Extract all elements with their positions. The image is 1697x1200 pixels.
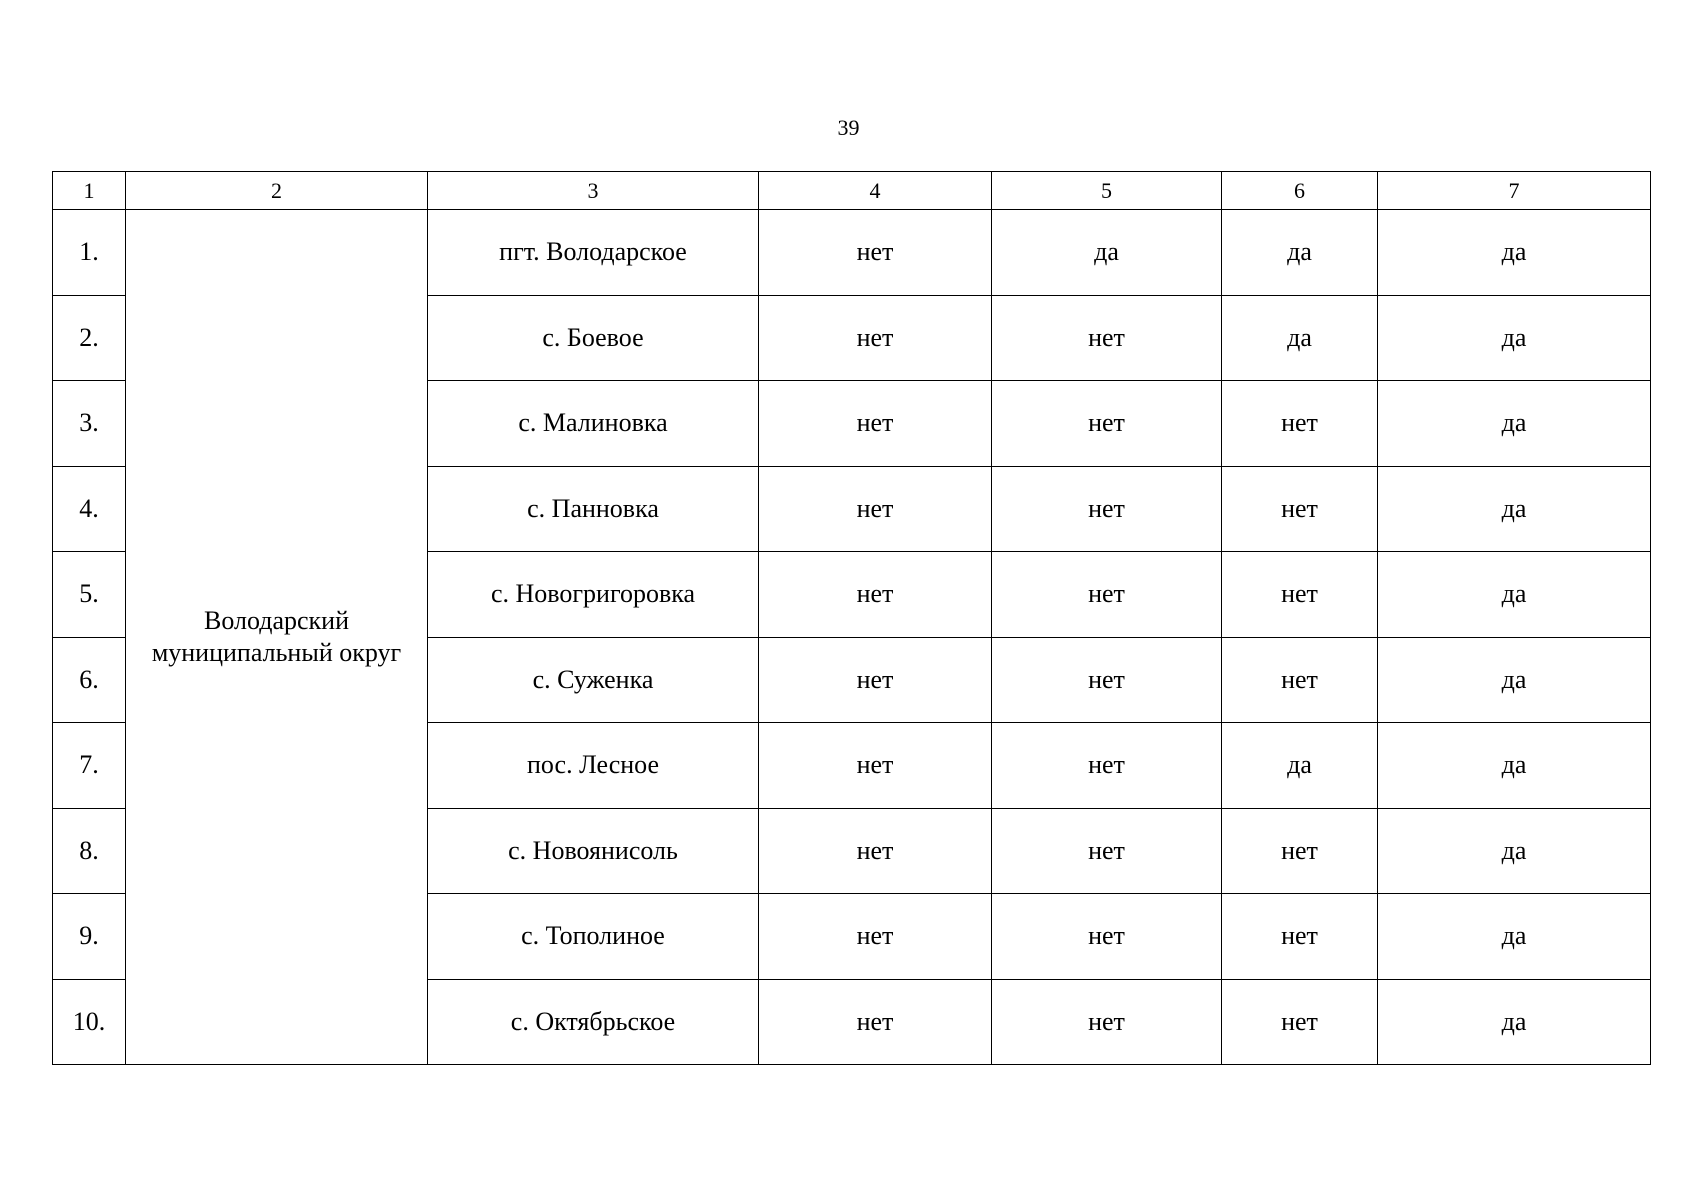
row-number: 10.: [53, 979, 126, 1065]
column-header-4: 4: [759, 172, 992, 210]
value-col-4: нет: [759, 210, 992, 296]
value-col-5: нет: [992, 723, 1222, 809]
value-col-7: да: [1378, 894, 1651, 980]
value-col-7: да: [1378, 979, 1651, 1065]
value-col-5: нет: [992, 295, 1222, 381]
column-header-1: 1: [53, 172, 126, 210]
locality-name: с. Октябрьское: [428, 979, 759, 1065]
value-col-7: да: [1378, 637, 1651, 723]
row-number: 4.: [53, 466, 126, 552]
column-header-2: 2: [126, 172, 428, 210]
value-col-5: нет: [992, 552, 1222, 638]
value-col-4: нет: [759, 552, 992, 638]
value-col-5: да: [992, 210, 1222, 296]
value-col-6: нет: [1222, 979, 1378, 1065]
value-col-4: нет: [759, 723, 992, 809]
value-col-5: нет: [992, 466, 1222, 552]
column-header-5: 5: [992, 172, 1222, 210]
value-col-4: нет: [759, 295, 992, 381]
locality-name: с. Суженка: [428, 637, 759, 723]
column-header-6: 6: [1222, 172, 1378, 210]
page-number: 39: [837, 115, 860, 140]
row-number: 8.: [53, 808, 126, 894]
locality-name: с. Боевое: [428, 295, 759, 381]
value-col-4: нет: [759, 466, 992, 552]
locality-name: с. Тополиное: [428, 894, 759, 980]
value-col-7: да: [1378, 381, 1651, 467]
row-number: 6.: [53, 637, 126, 723]
locality-name: пос. Лесное: [428, 723, 759, 809]
data-table: [52, 171, 1651, 1065]
row-number: 5.: [53, 552, 126, 638]
value-col-6: да: [1222, 295, 1378, 381]
row-number: 3.: [53, 381, 126, 467]
value-col-6: нет: [1222, 637, 1378, 723]
row-number: 9.: [53, 894, 126, 980]
table-row: [53, 210, 1651, 296]
header-row: [53, 172, 1651, 210]
column-header-7: 7: [1378, 172, 1651, 210]
value-col-5: нет: [992, 637, 1222, 723]
locality-name: пгт. Володарское: [428, 210, 759, 296]
value-col-4: нет: [759, 381, 992, 467]
locality-name: с. Новогригоровка: [428, 552, 759, 638]
district-name-line2: муниципальный округ: [151, 638, 402, 667]
column-header-3: 3: [428, 172, 759, 210]
value-col-7: да: [1378, 808, 1651, 894]
value-col-4: нет: [759, 637, 992, 723]
value-col-7: да: [1378, 723, 1651, 809]
value-col-6: нет: [1222, 808, 1378, 894]
row-number: 7.: [53, 723, 126, 809]
value-col-7: да: [1378, 552, 1651, 638]
value-col-6: нет: [1222, 381, 1378, 467]
value-col-7: да: [1378, 466, 1651, 552]
locality-name: с. Новоянисоль: [428, 808, 759, 894]
value-col-5: нет: [992, 381, 1222, 467]
value-col-4: нет: [759, 808, 992, 894]
row-number: 1.: [53, 210, 126, 296]
value-col-6: да: [1222, 210, 1378, 296]
district-name-line1: Володарский: [204, 606, 349, 635]
value-col-7: да: [1378, 210, 1651, 296]
value-col-6: нет: [1222, 466, 1378, 552]
value-col-6: нет: [1222, 552, 1378, 638]
value-col-5: нет: [992, 894, 1222, 980]
value-col-5: нет: [992, 979, 1222, 1065]
value-col-4: нет: [759, 894, 992, 980]
value-col-7: да: [1378, 295, 1651, 381]
value-col-4: нет: [759, 979, 992, 1065]
value-col-6: да: [1222, 723, 1378, 809]
value-col-6: нет: [1222, 894, 1378, 980]
locality-name: с. Панновка: [428, 466, 759, 552]
row-number: 2.: [53, 295, 126, 381]
locality-name: с. Малиновка: [428, 381, 759, 467]
value-col-5: нет: [992, 808, 1222, 894]
district-cell: [126, 210, 428, 1065]
